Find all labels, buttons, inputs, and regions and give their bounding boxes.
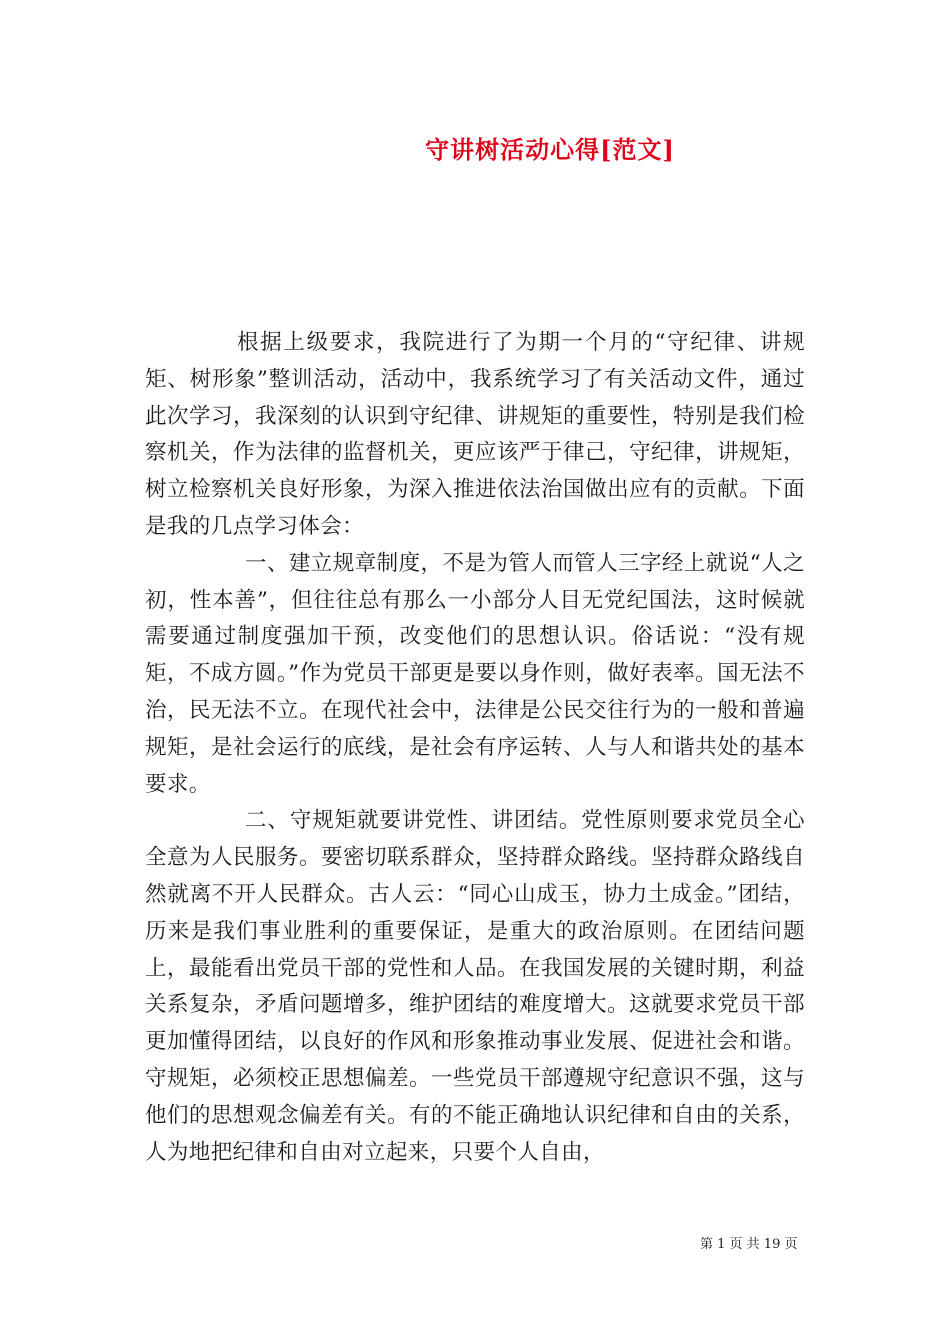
paragraph-section-1: 一、建立规章制度，不是为管人而管人三字经上就说“人之初，性本善”，但往往总有那么一小部分人目无党纪国法，这时候就需要通过制度强加干预，改变他们的思想认识。俗话说：“没有规矩，不成方圆。”作为党员干部更是要以身作则，做好表率。国无法不治，民无法不立。在现代社会中，法律是公民交往行为的一般和普遍规矩，是社会运行的底线，是社会有序运转、人与人和谐共处的基本要求。: [145, 550, 805, 797]
paragraph-section-2: 二、守规矩就要讲党性、讲团结。党性原则要求党员全心全意为人民服务。要密切联系群众，坚持群众路线。坚持群众路线自然就离不开人民群众。古人云：“同心山成玉，协力土成金。”团结，历来是我们事业胜利的重要保证，是重大的政治原则。在团结问题上，最能看出党员干部的党性和人品。在我国发展的关键时期，利益关系复杂，矛盾问题增多，维护团结的难度增大。这就要求党员干部更加懂得团结，以良好的作风和形象推动事业发展、促进社会和谐。守规矩，必须校正思想偏差。一些党员干部遵规守纪意识不强，这与他们的思想观念偏差有关。有的不能正确地认识纪律和自由的关系，人为地把纪律和自由对立起来，只要个人自由，: [145, 808, 805, 1165]
paragraph-intro: 根据上级要求，我院进行了为期一个月的“守纪律、讲规矩、树形象”整训活动，活动中，我系统学习了有关活动文件，通过此次学习，我深刻的认识到守纪律、讲规矩的重要性，特别是我们检察机关，作为法律的监督机关，更应该严于律己，守纪律，讲规矩，树立检察机关良好形象，为深入推进依法治国做出应有的贡献。下面是我的几点学习体会：: [145, 330, 805, 539]
document-body: [145, 325, 805, 1171]
page-title: 守讲树活动心得[范文]: [425, 135, 675, 164]
page-number: 第 1 页 共 19 页: [700, 1237, 798, 1252]
